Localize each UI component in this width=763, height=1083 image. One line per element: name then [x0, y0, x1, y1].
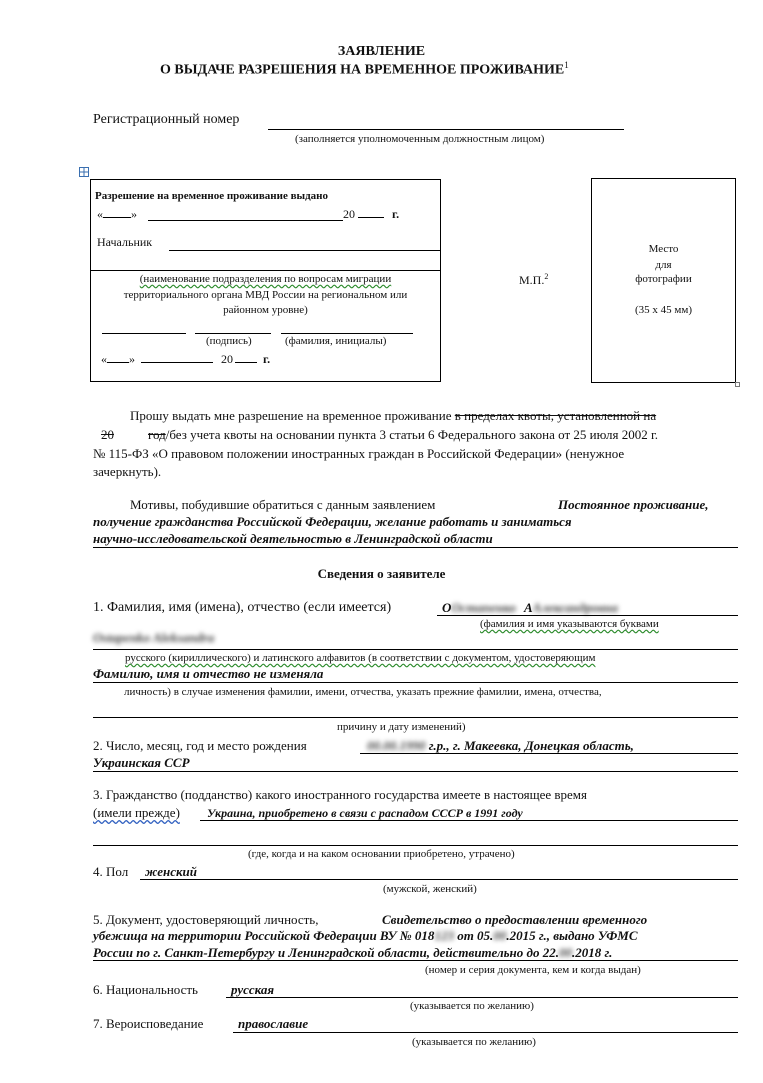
- q5-label: 5. Документ, удостоверяющий личность,: [93, 912, 319, 927]
- photo-size: (35 х 45 мм): [635, 304, 692, 316]
- request-line-2: 20 год/без учета квоты на основании пункта 3 статьи 6 Федерального закона от 25 июля 2002 г.: [101, 427, 659, 442]
- subdivision-caption-2: территориального органа МВД России на региональном или: [123, 289, 408, 301]
- document-title: ЗАЯВЛЕНИЕ: [337, 44, 426, 59]
- photo-label-3: фотографии: [635, 273, 692, 285]
- q1-note-3: личность) в случае изменения фамилии, имени, отчества, указать прежние фамилии, имена, отчества,: [124, 686, 602, 698]
- request-line-1: Прошу выдать мне разрешение на временное проживание в пределах квоты, установленной на: [130, 408, 657, 423]
- q1-note-2: русского (кириллического) и латинского алфавитов (в соответствии с документом, удостоверяющим: [125, 652, 596, 664]
- q1-value[interactable]: ООстапенко ААлександровна: [442, 600, 618, 615]
- q3-label-1: 3. Гражданство (подданство) какого иностранного государства имеете в настоящее время: [93, 787, 587, 802]
- q2-value-2[interactable]: Украинская ССР: [93, 755, 190, 770]
- q4-value[interactable]: женский: [145, 864, 198, 879]
- photo-label-1: Место: [648, 243, 679, 255]
- q6-note: (указывается по желанию): [410, 1000, 534, 1012]
- q1-note-4: причину и дату изменений): [337, 721, 466, 733]
- subdivision-caption-3: районном уровне): [223, 304, 308, 316]
- chief-label: Начальник: [97, 235, 153, 249]
- q2-label: 2. Число, месяц, год и место рождения: [93, 738, 307, 753]
- q5-note: (номер и серия документа, кем и когда выдан): [425, 964, 641, 976]
- q1-label: 1. Фамилия, имя (имена), отчество (если имеется): [93, 600, 392, 615]
- permit-date: « »: [97, 207, 137, 221]
- q7-value[interactable]: православие: [238, 1016, 309, 1031]
- signature-caption: (подпись): [206, 335, 252, 347]
- q1-note-1: (фамилия и имя указываются буквами: [480, 618, 659, 630]
- sign-date: « » 20 г.: [101, 352, 271, 366]
- q5-value-1[interactable]: Свидетельство о предоставлении временного: [382, 912, 648, 927]
- q4-label: 4. Пол: [93, 864, 129, 879]
- table-move-handle-icon[interactable]: [79, 167, 89, 177]
- q3-value[interactable]: Украина, приобретено в связи с распадом СССР в 1991 году: [207, 806, 523, 820]
- motives-value-3[interactable]: научно-исследовательской деятельностью в Ленинградской области: [93, 531, 493, 546]
- q5-value-3[interactable]: России по г. Санкт-Петербургу и Ленинградской области, действительно до 22.00.2018 г.: [93, 945, 613, 960]
- q7-note: (указывается по желанию): [412, 1036, 536, 1048]
- registration-line[interactable]: [268, 129, 624, 130]
- q6-label: 6. Национальность: [93, 982, 198, 997]
- registration-note: (заполняется уполномоченным должностным лицом): [295, 133, 545, 145]
- q3-label-2: (имели прежде): [93, 805, 180, 820]
- name-caption: (фамилия, инициалы): [285, 335, 387, 347]
- q2-value-1[interactable]: 00.00.1990 г.р., г. Макеевка, Донецкая область,: [367, 738, 634, 753]
- permit-box-title: Разрешение на временное проживание выдано: [95, 190, 329, 202]
- q3-note: (где, когда и на каком основании приобретено, утрачено): [248, 848, 515, 860]
- stamp-place-label: М.П.$^2$: [519, 272, 549, 287]
- q6-value[interactable]: русская: [231, 982, 275, 997]
- q5-value-2[interactable]: убежища на территории Российской Федерации ВУ № 018123 от 05.00.2015 г., выдано УФМС: [93, 928, 638, 943]
- document-subtitle: О ВЫДАЧЕ РАЗРЕШЕНИЯ НА ВРЕМЕННОЕ ПРОЖИВАНИЕ$^1$: [160, 60, 569, 78]
- q7-label: 7. Вероисповедание: [93, 1016, 204, 1031]
- photo-label-2: для: [655, 259, 672, 271]
- q1-latin-value[interactable]: Ostapenko Aleksandra: [93, 630, 215, 645]
- motives-value-1[interactable]: Постоянное проживание,: [558, 497, 709, 512]
- request-line-4: зачеркнуть).: [93, 464, 162, 479]
- subdivision-caption-1: (наименование подразделения по вопросам миграции: [139, 273, 392, 285]
- registration-label: Регистрационный номер: [93, 112, 240, 127]
- q1-name-change-value[interactable]: Фамилию, имя и отчество не изменяла: [93, 666, 324, 681]
- motives-label: Мотивы, побудившие обратиться с данным заявлением: [130, 497, 436, 512]
- motives-value-2[interactable]: получение гражданства Российской Федерации, желание работать и заниматься: [93, 514, 572, 529]
- section-title: Сведения о заявителе: [317, 566, 446, 581]
- request-line-3: № 115-ФЗ «О правовом положении иностранных граждан в Российской Федерации» (ненужное: [93, 446, 625, 461]
- resize-handle-icon[interactable]: [735, 382, 740, 387]
- q4-note: (мужской, женский): [383, 883, 477, 895]
- permit-year: 20 г.: [343, 207, 400, 221]
